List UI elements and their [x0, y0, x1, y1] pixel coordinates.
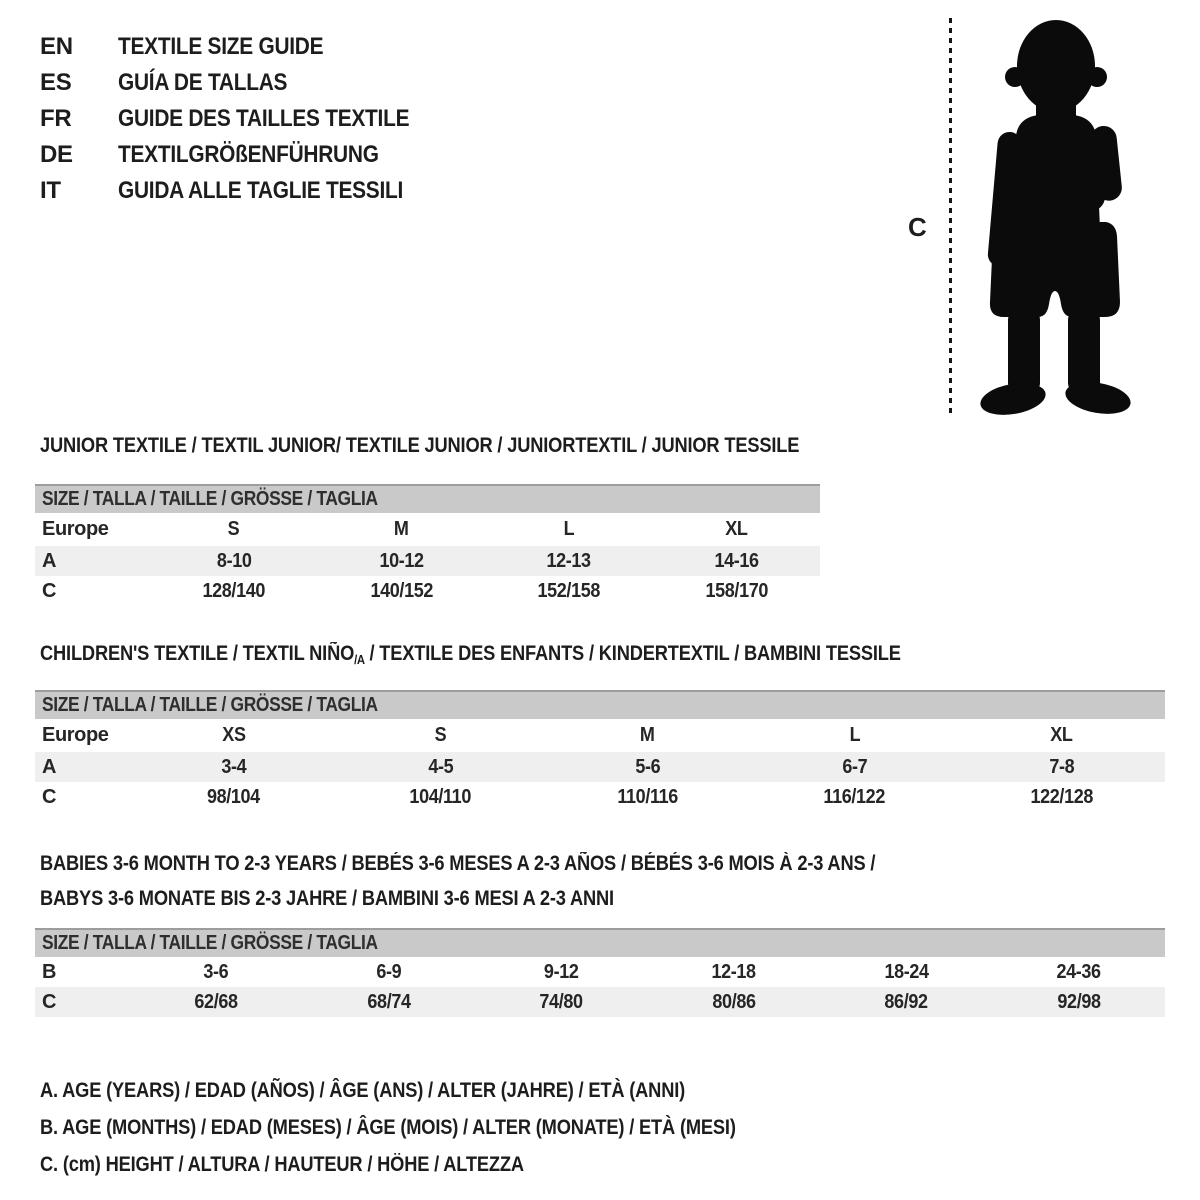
children-section-title-text: CHILDREN'S TEXTILE / TEXTIL NIÑO/A / TEXTILE DES ENFANTS / KINDERTEXTIL / BAMBINI TESSILE — [40, 642, 901, 667]
value-cell: 86/92 — [820, 987, 993, 1017]
value-cell: 104/110 — [409, 785, 472, 808]
value-cell: 6-9 — [376, 960, 402, 983]
babies-section-title — [40, 846, 1000, 916]
children-section-title — [40, 642, 1029, 666]
language-code: ES — [40, 69, 72, 96]
value-cell: 62/68 — [130, 987, 303, 1017]
children-size-table — [35, 690, 1165, 812]
value-cell: 152/158 — [537, 579, 601, 602]
junior-size-table — [35, 484, 820, 606]
legend-line-c: C. (cm) HEIGHT / ALTURA / HAUTEUR / HÖHE / ALTEZZA — [40, 1153, 524, 1176]
region-row — [35, 719, 1165, 752]
size-col-header: L — [849, 724, 860, 746]
size-header-cell: SIZE / TALLA / TAILLE / GRÖSSE / TAGLIA — [35, 929, 1165, 957]
language-list — [40, 33, 453, 213]
language-label: GUÍA DE TALLAS — [118, 69, 288, 96]
size-col-header: XL — [725, 518, 748, 540]
value-cell: 18-24 — [884, 960, 929, 983]
language-row-fr — [40, 105, 453, 141]
language-label: GUIDA ALLE TAGLIE TESSILI — [118, 177, 404, 204]
value-cell: 4-5 — [337, 752, 544, 782]
babies-title-line-1: BABIES 3-6 MONTH TO 2-3 YEARS / BEBÉS 3-6 MESES A 2-3 AÑOS / BÉBÉS 3-6 MOIS À 2-3 ANS / — [40, 852, 876, 875]
language-label: TEXTILGRÖßENFÜHRUNG — [118, 141, 379, 168]
value-cell: 6-7 — [751, 752, 958, 782]
row-label-cell: B — [42, 960, 57, 983]
junior-section-title-text: JUNIOR TEXTILE / TEXTIL JUNIOR/ TEXTILE JUNIOR / JUNIORTEXTIL / JUNIOR TESSILE — [40, 434, 800, 457]
babies-size-table — [35, 928, 1165, 1017]
language-code: IT — [40, 177, 61, 204]
row-label-cell: C — [42, 785, 57, 808]
language-row-it — [40, 177, 453, 213]
height-measure-figure — [900, 0, 1160, 430]
table-row-months — [35, 957, 1165, 987]
region-row — [35, 513, 820, 546]
size-header-cell: SIZE / TALLA / TAILLE / GRÖSSE / TAGLIA — [35, 691, 1165, 719]
row-label-cell: A — [35, 752, 130, 782]
language-label: TEXTILE SIZE GUIDE — [118, 33, 324, 60]
size-header-row — [35, 929, 1165, 957]
value-cell: 3-6 — [203, 960, 229, 983]
size-col-header: XL — [1050, 724, 1073, 746]
value-cell: 12-18 — [711, 960, 756, 983]
language-label: GUIDE DES TAILLES TEXTILE — [118, 105, 410, 132]
value-cell: 10-12 — [318, 546, 486, 576]
table-row-age — [35, 546, 820, 576]
baby-silhouette-icon — [968, 14, 1143, 420]
size-col-header: XS — [221, 724, 246, 746]
language-row-es — [40, 69, 453, 105]
size-col-header: L — [563, 518, 575, 540]
language-code: EN — [40, 33, 73, 60]
height-measure-label: C — [908, 212, 927, 242]
value-cell: 5-6 — [544, 752, 751, 782]
language-row-en — [40, 33, 453, 69]
language-code: FR — [40, 105, 72, 132]
size-header-cell: SIZE / TALLA / TAILLE / GRÖSSE / TAGLIA — [35, 485, 820, 513]
value-cell: 110/116 — [617, 785, 678, 808]
region-label-cell: Europe — [42, 724, 109, 746]
size-header-row — [35, 485, 820, 513]
junior-section-title — [40, 434, 913, 458]
value-cell: 92/98 — [993, 987, 1166, 1017]
value-cell: 116/122 — [823, 785, 886, 808]
table-row-height — [35, 576, 820, 606]
row-label-cell: A — [35, 546, 150, 576]
table-row-age — [35, 752, 1165, 782]
value-cell: 122/128 — [1030, 785, 1093, 808]
table-row-height — [35, 782, 1165, 812]
value-cell: 98/104 — [207, 785, 260, 808]
value-cell: 9-12 — [543, 960, 579, 983]
row-label-cell: C — [42, 579, 57, 602]
legend-line-b: B. AGE (MONTHS) / EDAD (MESES) / ÂGE (MOIS) / ALTER (MONATE) / ETÀ (MESI) — [40, 1116, 736, 1139]
region-label-cell: Europe — [42, 518, 109, 540]
language-row-de — [40, 141, 453, 177]
value-cell: 74/80 — [475, 987, 648, 1017]
table-row-height — [35, 987, 1165, 1017]
size-header-row — [35, 691, 1165, 719]
size-col-header: S — [434, 724, 447, 746]
row-label-cell: C — [35, 987, 130, 1017]
nino-a-subscript: /A — [354, 652, 365, 667]
value-cell: 7-8 — [958, 752, 1165, 782]
legend-line-a: A. AGE (YEARS) / EDAD (AÑOS) / ÂGE (ANS) / ALTER (JAHRE) / ETÀ (ANNI) — [40, 1079, 686, 1102]
language-code: DE — [40, 141, 73, 168]
value-cell: 128/140 — [202, 579, 266, 602]
size-col-header: M — [393, 518, 409, 540]
value-cell: 80/86 — [648, 987, 821, 1017]
value-cell: 68/74 — [303, 987, 476, 1017]
value-cell: 140/152 — [369, 579, 433, 602]
value-cell: 14-16 — [653, 546, 821, 576]
size-col-header: M — [640, 724, 655, 746]
value-cell: 8-10 — [150, 546, 318, 576]
measure-legend — [40, 1072, 840, 1183]
size-col-header: S — [227, 518, 240, 540]
value-cell: 24-36 — [1056, 960, 1101, 983]
value-cell: 158/170 — [704, 579, 768, 602]
value-cell: 12-13 — [485, 546, 653, 576]
babies-title-line-2: BABYS 3-6 MONATE BIS 2-3 JAHRE / BAMBINI 3-6 MESI A 2-3 ANNI — [40, 887, 614, 910]
value-cell: 3-4 — [130, 752, 337, 782]
height-measure-dotted-line — [949, 18, 952, 416]
